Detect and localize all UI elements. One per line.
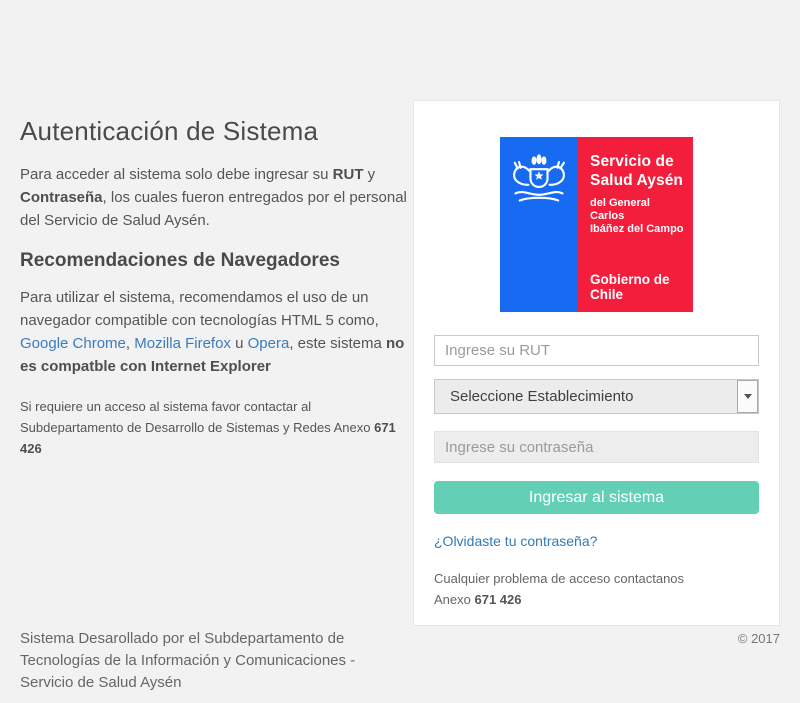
intro-bold-rut: RUT [332,166,364,183]
link-opera[interactable]: Opera [247,335,290,352]
access-note-anexo: 671 426 [20,420,396,456]
link-mozilla-firefox[interactable]: Mozilla Firefox [134,335,231,352]
access-note [20,396,408,459]
access-note-text: Si requiere un acceso al sistema favor contactar al Subdepartamento de Desarrollo de Sistemas y Redes Anexo [20,399,375,435]
left-column [20,116,408,459]
logo-name-line1: Servicio de [590,153,674,170]
contact-note [434,568,759,610]
contact-line2 [434,589,759,610]
page-title: Autenticación de Sistema [20,116,319,146]
intro-bold-password: Contraseña [20,189,103,206]
footer-credit-text: Sistema Desarollado por el Subdepartamento de Tecnologías de la Información y Comunicaciones - Servicio de Salud Aysén [20,630,356,691]
select-arrow-button[interactable] [737,380,758,413]
copyright-label: © 2017 [737,631,780,646]
intro-text: y [363,166,376,183]
browsers-bold-warning: no es compatble con Internet Explorer [20,335,405,375]
institution-logo [500,137,693,312]
contact-line1: Cualquier problema de acceso contactanos [434,571,685,586]
login-button[interactable]: Ingresar al sistema [434,481,759,514]
logo-subtitle [590,197,687,236]
logo-blue-panel [500,137,578,312]
browsers-text: , [125,335,135,352]
intro-text: Para acceder al sistema solo debe ingresar su [20,166,333,183]
intro-paragraph [20,163,408,232]
contact-anexo-number: 671 426 [474,592,522,607]
logo-name-line2: Salud Aysén [590,172,683,189]
chile-coat-of-arms-icon [507,153,571,211]
chevron-down-icon [744,394,752,399]
establishment-select-value: Seleccione Establecimiento [450,388,634,405]
browsers-paragraph [20,286,408,378]
establishment-select[interactable] [434,379,759,414]
intro-text: , los cuales fueron entregados por el personal del Servicio de Salud Aysén. [20,189,407,229]
password-input[interactable] [434,431,759,463]
logo-service-name [590,152,687,190]
browsers-text: u [230,335,248,352]
login-card [413,100,780,626]
logo-subtitle-line2: Ibáñez del Campo [590,223,684,235]
browsers-text: , este sistema [289,335,387,352]
logo-government-label: Gobierno de Chile [590,272,670,302]
logo-subtitle-line1: del General Carlos [590,197,650,222]
forgot-password-link[interactable]: ¿Olvidaste tu contraseña? [434,533,598,549]
browsers-heading: Recomendaciones de Navegadores [20,250,340,271]
logo-red-panel [578,137,693,312]
link-google-chrome[interactable]: Google Chrome [20,335,126,352]
contact-anexo-label: Anexo [434,592,475,607]
rut-input[interactable] [434,335,759,366]
login-form [434,335,759,610]
browsers-text: Para utilizar el sistema, recomendamos el uso de un navegador compatible con tecnologías HTML 5 como, [20,289,379,329]
